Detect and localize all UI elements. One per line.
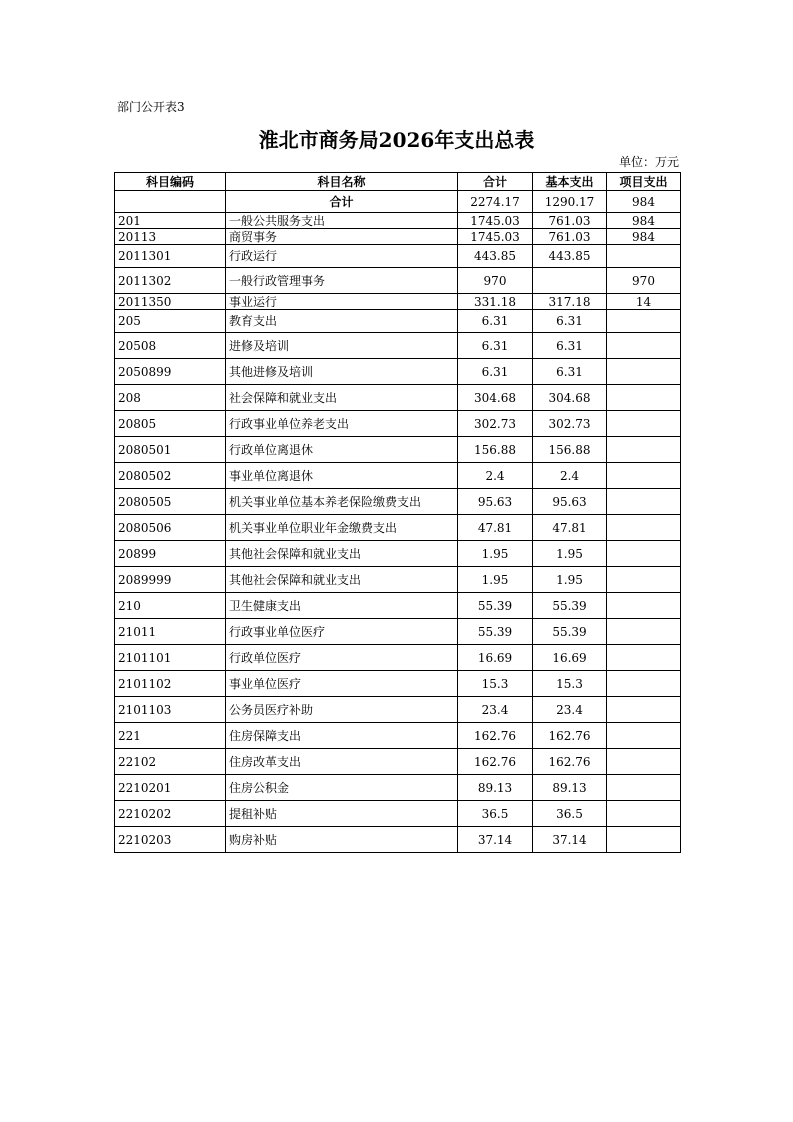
cell-total: 304.68 <box>458 385 533 411</box>
cell-basic: 761.03 <box>533 229 607 245</box>
header-total: 合计 <box>458 173 533 191</box>
cell-project <box>607 463 681 489</box>
cell-project <box>607 541 681 567</box>
total-row <box>115 191 681 213</box>
table-row <box>115 411 681 437</box>
cell-name: 一般行政管理事务 <box>226 268 458 294</box>
cell-basic: 1290.17 <box>533 191 607 213</box>
table-header-row <box>115 173 681 191</box>
cell-total: 36.5 <box>458 801 533 827</box>
cell-code: 20899 <box>115 541 226 567</box>
cell-code: 2210202 <box>115 801 226 827</box>
cell-basic: 89.13 <box>533 775 607 801</box>
cell-basic: 47.81 <box>533 515 607 541</box>
cell-project <box>607 437 681 463</box>
cell-code: 210 <box>115 593 226 619</box>
cell-project <box>607 310 681 333</box>
table-row <box>115 749 681 775</box>
cell-total: 162.76 <box>458 723 533 749</box>
cell-name: 其他社会保障和就业支出 <box>226 541 458 567</box>
cell-name: 其他进修及培训 <box>226 359 458 385</box>
cell-total: 37.14 <box>458 827 533 853</box>
cell-project <box>607 489 681 515</box>
cell-total: 55.39 <box>458 619 533 645</box>
table-row <box>115 437 681 463</box>
cell-code: 2210201 <box>115 775 226 801</box>
cell-total: 1.95 <box>458 541 533 567</box>
cell-total: 55.39 <box>458 593 533 619</box>
cell-name: 事业运行 <box>226 294 458 310</box>
table-row <box>115 697 681 723</box>
table-row <box>115 671 681 697</box>
cell-name: 行政事业单位医疗 <box>226 619 458 645</box>
table-row <box>115 213 681 229</box>
cell-name: 公务员医疗补助 <box>226 697 458 723</box>
cell-code: 21011 <box>115 619 226 645</box>
cell-name: 教育支出 <box>226 310 458 333</box>
cell-project <box>607 697 681 723</box>
cell-basic: 95.63 <box>533 489 607 515</box>
cell-total: 162.76 <box>458 749 533 775</box>
cell-basic: 37.14 <box>533 827 607 853</box>
cell-code: 205 <box>115 310 226 333</box>
cell-total: 47.81 <box>458 515 533 541</box>
unit-label: 单位：万元 <box>618 155 679 169</box>
cell-basic: 55.39 <box>533 619 607 645</box>
cell-code: 2080502 <box>115 463 226 489</box>
header-code: 科目编码 <box>115 173 226 191</box>
cell-total: 2.4 <box>458 463 533 489</box>
page-title: 淮北市商务局2026年支出总表 <box>258 128 535 152</box>
table-row <box>115 229 681 245</box>
cell-basic: 1.95 <box>533 567 607 593</box>
cell-code: 2089999 <box>115 567 226 593</box>
cell-name: 其他社会保障和就业支出 <box>226 567 458 593</box>
cell-name: 提租补贴 <box>226 801 458 827</box>
cell-basic: 6.31 <box>533 310 607 333</box>
cell-project <box>607 619 681 645</box>
cell-total: 331.18 <box>458 294 533 310</box>
cell-basic: 162.76 <box>533 749 607 775</box>
cell-basic: 16.69 <box>533 645 607 671</box>
cell-total: 95.63 <box>458 489 533 515</box>
table-row <box>115 801 681 827</box>
cell-project <box>607 775 681 801</box>
cell-project: 970 <box>607 268 681 294</box>
cell-name: 机关事业单位职业年金缴费支出 <box>226 515 458 541</box>
table-row <box>115 333 681 359</box>
cell-basic: 1.95 <box>533 541 607 567</box>
cell-code: 22102 <box>115 749 226 775</box>
cell-name: 住房改革支出 <box>226 749 458 775</box>
cell-name: 一般公共服务支出 <box>226 213 458 229</box>
cell-total: 16.69 <box>458 645 533 671</box>
cell-project <box>607 801 681 827</box>
cell-basic: 6.31 <box>533 333 607 359</box>
cell-total: 443.85 <box>458 245 533 268</box>
cell-basic: 156.88 <box>533 437 607 463</box>
cell-basic <box>533 268 607 294</box>
table-row <box>115 268 681 294</box>
cell-basic: 36.5 <box>533 801 607 827</box>
cell-name: 行政事业单位养老支出 <box>226 411 458 437</box>
table-row <box>115 541 681 567</box>
cell-basic: 317.18 <box>533 294 607 310</box>
cell-total: 6.31 <box>458 333 533 359</box>
cell-basic: 6.31 <box>533 359 607 385</box>
cell-project <box>607 671 681 697</box>
cell-project <box>607 749 681 775</box>
cell-total: 23.4 <box>458 697 533 723</box>
cell-basic: 15.3 <box>533 671 607 697</box>
cell-name: 行政单位医疗 <box>226 645 458 671</box>
cell-basic: 23.4 <box>533 697 607 723</box>
cell-code: 20805 <box>115 411 226 437</box>
cell-total: 302.73 <box>458 411 533 437</box>
cell-name: 社会保障和就业支出 <box>226 385 458 411</box>
table-row <box>115 775 681 801</box>
cell-project: 984 <box>607 213 681 229</box>
cell-code: 2011301 <box>115 245 226 268</box>
cell-code: 2101101 <box>115 645 226 671</box>
cell-project: 984 <box>607 191 681 213</box>
cell-project: 14 <box>607 294 681 310</box>
cell-code: 2210203 <box>115 827 226 853</box>
table-row <box>115 567 681 593</box>
cell-total: 1.95 <box>458 567 533 593</box>
table-row <box>115 359 681 385</box>
cell-project <box>607 359 681 385</box>
table-row <box>115 619 681 645</box>
cell-code: 2011302 <box>115 268 226 294</box>
table-row <box>115 593 681 619</box>
cell-code: 2050899 <box>115 359 226 385</box>
cell-basic: 304.68 <box>533 385 607 411</box>
cell-name: 住房公积金 <box>226 775 458 801</box>
cell-name: 进修及培训 <box>226 333 458 359</box>
cell-basic: 302.73 <box>533 411 607 437</box>
cell-project <box>607 723 681 749</box>
cell-code: 201 <box>115 213 226 229</box>
table-row <box>115 310 681 333</box>
cell-total: 6.31 <box>458 310 533 333</box>
cell-name: 购房补贴 <box>226 827 458 853</box>
cell-project <box>607 333 681 359</box>
table-row <box>115 723 681 749</box>
cell-total: 1745.03 <box>458 229 533 245</box>
cell-project <box>607 827 681 853</box>
cell-project <box>607 245 681 268</box>
cell-code: 2101103 <box>115 697 226 723</box>
cell-project: 984 <box>607 229 681 245</box>
cell-project <box>607 593 681 619</box>
cell-code: 2080505 <box>115 489 226 515</box>
table-row <box>115 645 681 671</box>
cell-total: 89.13 <box>458 775 533 801</box>
table-row <box>115 385 681 411</box>
cell-name: 住房保障支出 <box>226 723 458 749</box>
cell-name: 事业单位离退休 <box>226 463 458 489</box>
cell-total: 156.88 <box>458 437 533 463</box>
table-row <box>115 489 681 515</box>
cell-basic: 2.4 <box>533 463 607 489</box>
cell-code: 2080501 <box>115 437 226 463</box>
cell-name: 行政运行 <box>226 245 458 268</box>
document-label: 部门公开表3 <box>117 100 185 114</box>
cell-code: 2080506 <box>115 515 226 541</box>
table-row <box>115 827 681 853</box>
cell-basic: 55.39 <box>533 593 607 619</box>
expenditure-table <box>114 172 681 853</box>
cell-name: 卫生健康支出 <box>226 593 458 619</box>
table-row <box>115 515 681 541</box>
cell-total: 6.31 <box>458 359 533 385</box>
cell-name: 商贸事务 <box>226 229 458 245</box>
cell-code: 221 <box>115 723 226 749</box>
cell-project <box>607 645 681 671</box>
cell-total: 2274.17 <box>458 191 533 213</box>
cell-name: 事业单位医疗 <box>226 671 458 697</box>
cell-project <box>607 515 681 541</box>
cell-basic: 443.85 <box>533 245 607 268</box>
cell-project <box>607 567 681 593</box>
cell-total: 15.3 <box>458 671 533 697</box>
cell-project <box>607 385 681 411</box>
header-basic: 基本支出 <box>533 173 607 191</box>
cell-code: 2101102 <box>115 671 226 697</box>
cell-basic: 162.76 <box>533 723 607 749</box>
cell-name: 机关事业单位基本养老保险缴费支出 <box>226 489 458 515</box>
header-name: 科目名称 <box>226 173 458 191</box>
table-row <box>115 463 681 489</box>
cell-code <box>115 191 226 213</box>
table-row <box>115 294 681 310</box>
cell-name: 合计 <box>226 191 458 213</box>
cell-code: 20508 <box>115 333 226 359</box>
cell-total: 1745.03 <box>458 213 533 229</box>
cell-project <box>607 411 681 437</box>
header-project: 项目支出 <box>607 173 681 191</box>
table-row <box>115 245 681 268</box>
cell-basic: 761.03 <box>533 213 607 229</box>
cell-code: 208 <box>115 385 226 411</box>
cell-total: 970 <box>458 268 533 294</box>
cell-code: 2011350 <box>115 294 226 310</box>
cell-name: 行政单位离退休 <box>226 437 458 463</box>
cell-code: 20113 <box>115 229 226 245</box>
